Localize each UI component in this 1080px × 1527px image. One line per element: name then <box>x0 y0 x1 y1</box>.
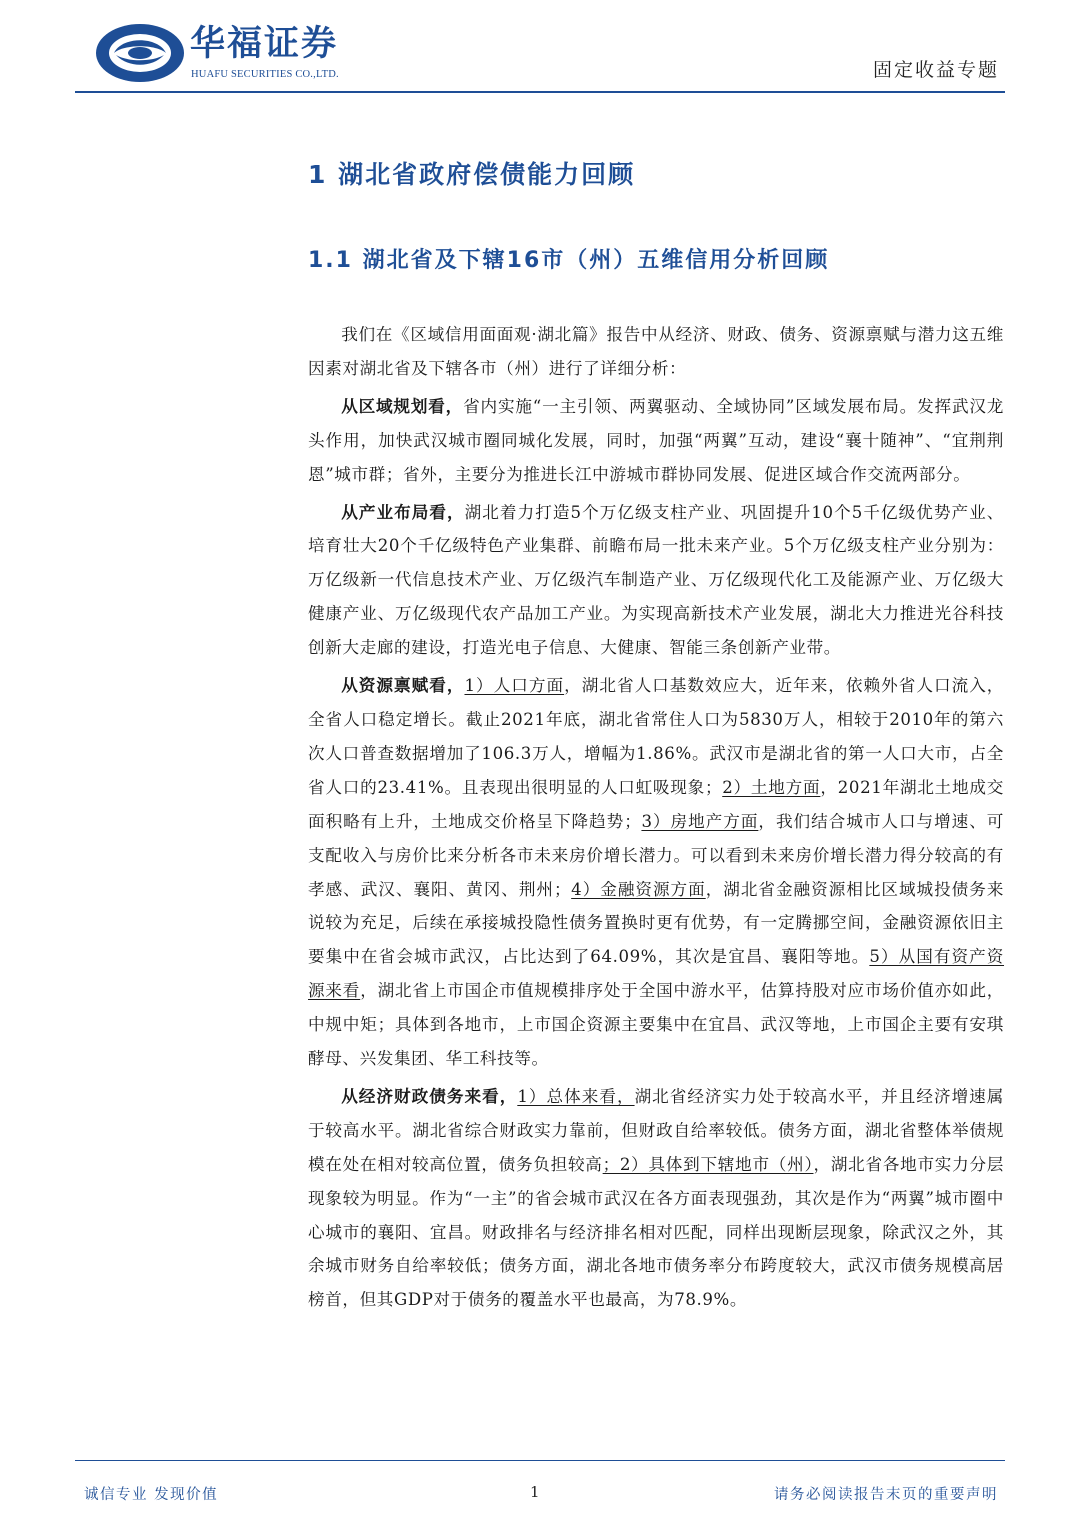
industry-layout-text: 湖北着力打造5个万亿级支柱产业、巩固提升10个5千亿级优势产业、培育壮大20个千亿级特色产业集群、前瞻布局一批未来产业。5个万亿级支柱产业分别为：万亿级新一代信息技术产业、万亿级汽车制造产业、万亿级现代化工及能源产业、万亿级大健康产业、万亿级现代农产品加工产业。为实现高新技术产业发展，湖北大力推进光谷科技创新大走廊的建设，打造光电子信息、大健康、智能三条创新产业带。 <box>308 502 1004 658</box>
industry-layout-paragraph <box>308 496 1004 666</box>
economy-fiscal-debt-lead: 从经济财政债务来看， <box>341 1086 518 1106</box>
overall-text: 湖北省经济实力处于较高水平，并且经济增速属于较高水平。湖北省综合财政实力靠前，但财政自给率较低。债务方面，湖北省整体举债规模在处在相对较高位置，债务负担较高 <box>308 1086 1004 1174</box>
huafu-logo-icon <box>94 22 186 84</box>
report-body <box>308 318 1004 1321</box>
resource-endowment-paragraph <box>308 669 1004 1076</box>
state-assets-text: ，湖北省上市国企市值规模排序处于全国中游水平，估算持股对应市场价值亦如此，中规中矩；具体到各地市，上市国企资源主要集中在宜昌、武汉等地，上市国企主要有安琪酵母、兴发集团、华工科技等。 <box>308 981 1004 1069</box>
overall-label: 1）总体来看， <box>517 1086 635 1106</box>
intro-text: 我们在《区域信用面面观·湖北篇》报告中从经济、财政、债务、资源禀赋与潜力这五维因素对湖北省及下辖各市（州）进行了详细分析： <box>308 325 1004 378</box>
resource-endowment-lead: 从资源禀赋看， <box>341 676 465 696</box>
regional-planning-lead: 从区域规划看， <box>341 396 464 416</box>
financial-resources-label: 4）金融资源方面 <box>571 879 706 899</box>
logo-english-name: HUAFU SECURITIES CO.,LTD. <box>191 69 339 80</box>
prefecture-label: ；2）具体到下辖地市（州） <box>602 1154 814 1174</box>
footer-divider <box>75 1460 1005 1461</box>
regional-planning-paragraph <box>308 390 1004 492</box>
logo-chinese-name: 华福证券 <box>190 24 339 64</box>
footer-disclaimer: 请务必阅读报告末页的重要声明 <box>774 1487 998 1503</box>
prefecture-text: ，湖北省各地市实力分层现象较为明显。作为“一主”的省会城市武汉在各方面表现强劲，其次是作为“两翼”城市圈中心城市的襄阳、宜昌。财政排名与经济排名相对匹配，同样出现断层现象，除武汉之外，其余城市财务自给率较低；债务方面，湖北各地市债务率分布跨度较大，武汉市债务规模高居榜首，但其GDP对于债务的覆盖水平也最高，为78.9%。 <box>308 1154 1004 1310</box>
land-text: ，2021年湖北土地成交面积略有上升，土地成交价格呈下降趋势； <box>308 777 1004 831</box>
real-estate-label: 3）房地产方面 <box>641 811 759 831</box>
industry-layout-lead: 从产业布局看， <box>341 502 465 522</box>
economy-fiscal-debt-paragraph <box>308 1080 1004 1317</box>
state-assets-label: 5）从国有资产资源来看 <box>308 947 1005 1001</box>
population-text: ，湖北省人口基数效应大，近年来，依赖外省人口流入，全省人口稳定增长。截止2021年底，湖北省常住人口为5830万人，相较于2010年的第六次人口普查数据增加了106.3万人，增幅为1.86%。武汉市是湖北省的第一人口大市，占全省人口的23.41%。且表现出很明显的人口虹吸现象； <box>308 676 1005 797</box>
page-number: 1 <box>530 1483 540 1501</box>
intro-paragraph <box>308 318 1004 386</box>
header-divider <box>75 91 1005 93</box>
section-heading: 1 湖北省政府偿债能力回顾 <box>308 160 636 189</box>
financial-resources-text: ，湖北省金融资源相比区域城投债务来说较为充足，后续在承接城投隐性债务置换时更有优势，有一定腾挪空间，金融资源依旧主要集中在省会城市武汉，占比达到了64.09%，其次是宜昌、襄阳等地。 <box>308 879 1005 967</box>
report-topic: 固定收益专题 <box>872 59 999 81</box>
land-label: 2）土地方面 <box>722 777 821 797</box>
subsection-heading: 1.1 湖北省及下辖16市（州）五维信用分析回顾 <box>308 248 830 273</box>
footer-slogan: 诚信专业 发现价值 <box>84 1487 219 1503</box>
regional-planning-text: 省内实施“一主引领、两翼驱动、全域协同”区域发展布局。发挥武汉龙头作用，加快武汉城市圈同城化发展，同时，加强“两翼”互动，建设“襄十随神”、“宜荆荆恩”城市群；省外，主要分为推进长江中游城市群协同发展、促进区域合作交流两部分。 <box>308 396 1004 484</box>
page-header <box>0 0 1080 100</box>
population-label: 1）人口方面 <box>464 676 565 696</box>
real-estate-text: ，我们结合城市人口与增速、可支配收入与房价比来分析各市未来房价增长潜力。可以看到未来房价增长潜力得分较高的有孝感、武汉、襄阳、黄冈、荆州； <box>308 811 1004 899</box>
